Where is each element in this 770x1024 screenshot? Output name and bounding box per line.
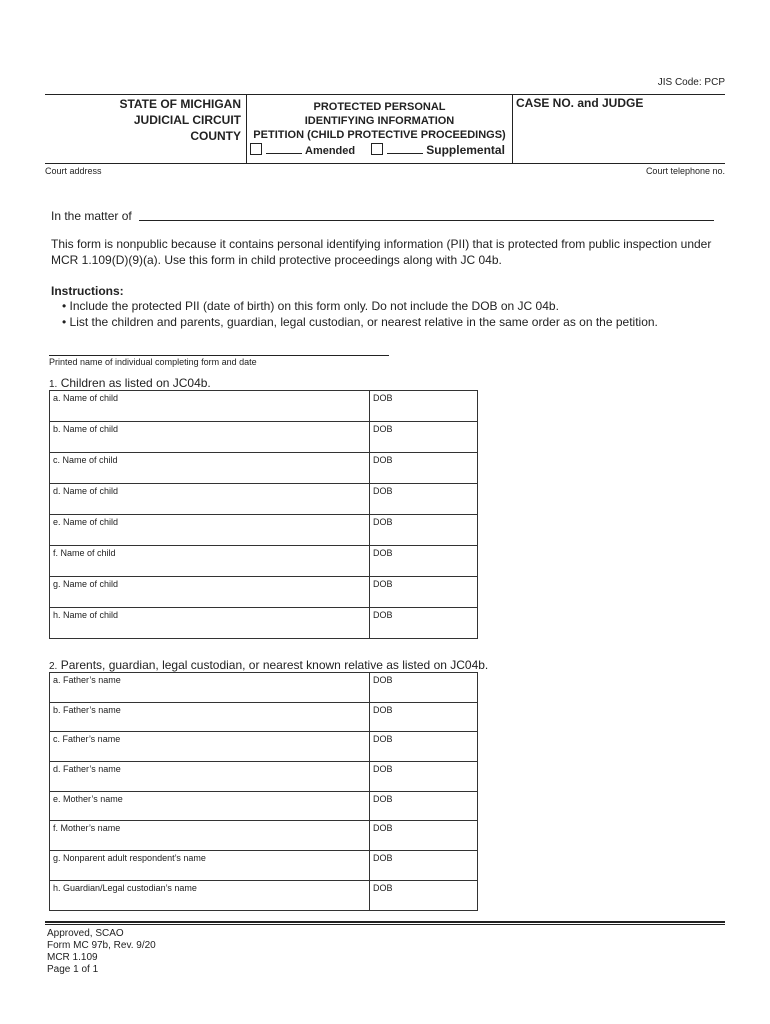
instruction-item: • List the children and parents, guardian, legal custodian, or nearest relative in the same order as on the petition. — [62, 315, 658, 329]
matter-label: In the matter of — [51, 209, 132, 223]
printed-name-field[interactable] — [49, 355, 389, 356]
table-row — [50, 515, 478, 546]
child-name-cell[interactable]: a. Name of child — [50, 391, 370, 422]
circuit-label: JUDICIAL CIRCUIT — [133, 113, 241, 127]
parents-table — [49, 672, 478, 911]
table-row — [50, 577, 478, 608]
relative-name-cell[interactable]: a. Father’s name — [50, 673, 370, 703]
table-row — [50, 702, 478, 732]
relative-name-cell[interactable]: g. Nonparent adult respondent’s name — [50, 851, 370, 881]
court-telephone-label: Court telephone no. — [645, 166, 725, 176]
supplemental-blank[interactable] — [387, 153, 423, 154]
child-name-cell[interactable]: d. Name of child — [50, 484, 370, 515]
relative-name-cell[interactable]: e. Mother’s name — [50, 791, 370, 821]
table-row — [50, 422, 478, 453]
table-row — [50, 391, 478, 422]
relative-name-cell[interactable]: h. Guardian/Legal custodian’s name — [50, 880, 370, 910]
table-row — [50, 732, 478, 762]
table-row — [50, 821, 478, 851]
section-2-title — [49, 658, 488, 672]
table-row — [50, 880, 478, 910]
section-1-title — [49, 376, 211, 390]
child-name-cell[interactable]: g. Name of child — [50, 577, 370, 608]
child-name-cell[interactable]: c. Name of child — [50, 453, 370, 484]
amendment-options — [250, 143, 512, 157]
section-2-heading: Parents, guardian, legal custodian, or nearest known relative as listed on JC04b. — [60, 658, 489, 672]
matter-field[interactable] — [139, 220, 714, 221]
header-bottom-rule — [45, 163, 725, 164]
child-dob-cell[interactable]: DOB — [370, 515, 478, 546]
amended-label: Amended — [305, 145, 356, 157]
relative-dob-cell[interactable]: DOB — [370, 673, 478, 703]
relative-name-cell[interactable]: d. Father’s name — [50, 762, 370, 792]
child-dob-cell[interactable]: DOB — [370, 546, 478, 577]
section-1-number: 1. — [49, 379, 58, 390]
court-jurisdiction — [45, 96, 241, 144]
section-2-number: 2. — [49, 661, 58, 672]
mcr-reference: MCR 1.109 — [47, 952, 98, 963]
notice-text: This form is nonpublic because it contains personal identifying information (PII) that is protected from public inspection under MCR 1.109(D)(9)(a). Use this form in child protective proceedings along with JC 04b. — [51, 237, 712, 267]
printed-name-label: Printed name of individual completing form and date — [49, 357, 257, 367]
relative-dob-cell[interactable]: DOB — [370, 821, 478, 851]
supplemental-label: Supplemental — [426, 143, 505, 157]
child-name-cell[interactable]: h. Name of child — [50, 608, 370, 639]
state-label: STATE OF MICHIGAN — [119, 97, 241, 111]
county-label: COUNTY — [190, 129, 241, 143]
title-line-3: PETITION (CHILD PROTECTIVE PROCEEDINGS) — [253, 129, 506, 141]
form-title — [247, 100, 512, 142]
child-dob-cell[interactable]: DOB — [370, 608, 478, 639]
amended-blank[interactable] — [266, 153, 302, 154]
table-row — [50, 673, 478, 703]
child-name-cell[interactable]: b. Name of child — [50, 422, 370, 453]
relative-name-cell[interactable]: b. Father’s name — [50, 702, 370, 732]
relative-dob-cell[interactable]: DOB — [370, 762, 478, 792]
table-row — [50, 546, 478, 577]
jis-code: JIS Code: PCP — [657, 77, 725, 88]
table-row — [50, 484, 478, 515]
child-name-cell[interactable]: f. Name of child — [50, 546, 370, 577]
table-row — [50, 851, 478, 881]
court-address-label: Court address — [45, 166, 102, 176]
title-line-2: IDENTIFYING INFORMATION — [304, 115, 455, 127]
table-row — [50, 608, 478, 639]
child-dob-cell[interactable]: DOB — [370, 391, 478, 422]
header-divider-right — [512, 94, 513, 164]
case-label: CASE NO. and JUDGE — [516, 96, 644, 110]
child-dob-cell[interactable]: DOB — [370, 577, 478, 608]
instructions-title: Instructions: — [51, 284, 124, 298]
amended-checkbox[interactable] — [250, 143, 262, 155]
child-name-cell[interactable]: e. Name of child — [50, 515, 370, 546]
relative-dob-cell[interactable]: DOB — [370, 702, 478, 732]
header-top-rule — [45, 94, 725, 95]
relative-dob-cell[interactable]: DOB — [370, 880, 478, 910]
table-row — [50, 791, 478, 821]
children-table — [49, 390, 478, 639]
relative-name-cell[interactable]: f. Mother’s name — [50, 821, 370, 851]
form-number: Form MC 97b, Rev. 9/20 — [47, 940, 156, 951]
relative-dob-cell[interactable]: DOB — [370, 851, 478, 881]
instruction-item: • Include the protected PII (date of birth) on this form only. Do not include the DOB on JC 04b. — [62, 299, 559, 313]
child-dob-cell[interactable]: DOB — [370, 484, 478, 515]
child-dob-cell[interactable]: DOB — [370, 422, 478, 453]
footer-rule-thin — [45, 924, 725, 925]
relative-dob-cell[interactable]: DOB — [370, 791, 478, 821]
supplemental-checkbox[interactable] — [371, 143, 383, 155]
child-dob-cell[interactable]: DOB — [370, 453, 478, 484]
section-1-heading: Children as listed on JC04b. — [60, 376, 211, 390]
table-row — [50, 762, 478, 792]
relative-name-cell[interactable]: c. Father’s name — [50, 732, 370, 762]
table-row — [50, 453, 478, 484]
approved-label: Approved, SCAO — [47, 928, 124, 939]
form-footer — [47, 928, 156, 976]
title-line-1: PROTECTED PERSONAL — [313, 101, 446, 113]
page-number: Page 1 of 1 — [47, 964, 99, 975]
footer-rule — [45, 921, 725, 923]
relative-dob-cell[interactable]: DOB — [370, 732, 478, 762]
